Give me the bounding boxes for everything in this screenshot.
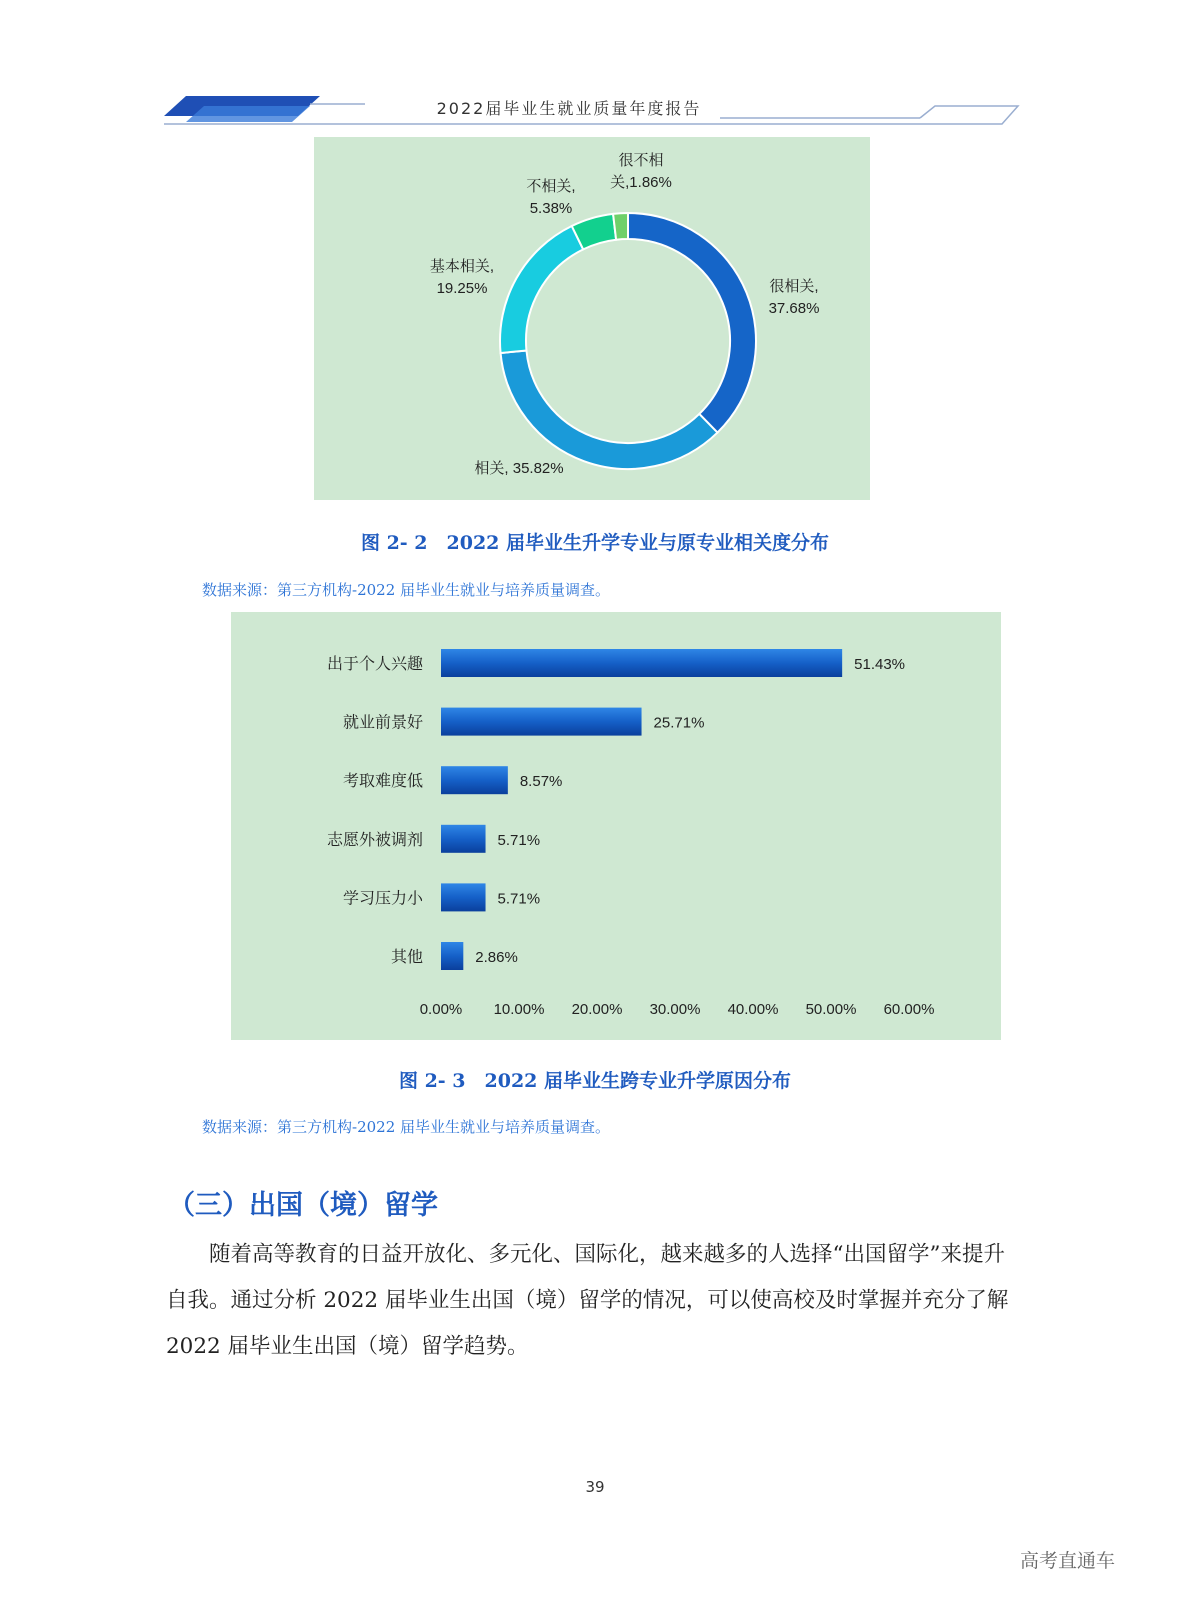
figure2-caption: 图 2- 3 2022 届毕业生跨专业升学原因分布 [398,1070,792,1092]
bar-category-label-2: 考取难度低 [342,773,423,791]
bar-5 [441,942,463,970]
bar-chart-panel [231,612,1001,1040]
bar-value-label-5: 2.86% [475,949,518,966]
bar-value-label-1: 25.71% [653,714,705,732]
donut-label-0: 很相关, 37.68% [768,278,820,317]
section-heading: （三）出国（境）留学 [168,1190,438,1221]
donut-slice-1 [501,351,718,469]
donut-chart-panel [314,137,870,500]
donut-label-1: 相关, 35.82% [474,460,564,477]
page-number: 39 [585,1478,605,1496]
figure1-source: 数据来源：第三方机构-2022 届毕业生就业与培养质量调查。 [202,581,611,599]
bar-value-label-0: 51.43% [854,656,906,673]
bar-2 [441,766,508,794]
bar-category-label-5: 其他 [390,949,423,966]
bar-1 [441,708,642,736]
donut-label-3: 不相关, 5.38% [526,178,576,217]
x-tick-label-3: 30.00% [649,1001,701,1018]
bar-3 [441,825,486,853]
bar-category-label-4: 学习压力小 [342,890,423,908]
donut-chart [314,137,870,500]
bar-value-label-4: 5.71% [497,890,541,908]
donut-slice-4 [613,213,628,240]
header-title: 2022届毕业生就业质量年度报告 [436,99,702,118]
bar-category-label-1: 就业前景好 [342,714,423,732]
x-tick-label-1: 10.00% [493,1001,545,1018]
bar-0 [441,649,842,677]
section-paragraph: 随着高等教育的日益开放化、多元化、国际化，越来越多的人选择“出国留学”来提升自我。通过分析 2022 届毕业生出国（境）留学的情况，可以使高校及时掌握并充分了解 2022 届毕业生出国（境）留学趋势。 [166,1242,1009,1359]
bar-4 [441,883,486,911]
x-tick-label-0: 0.00% [419,1001,463,1018]
x-tick-label-2: 20.00% [571,1001,623,1018]
bar-category-label-0: 出于个人兴趣 [326,656,423,673]
x-tick-label-5: 50.00% [805,1001,857,1018]
figure1-caption: 图 2- 2 2022 届毕业生升学专业与原专业相关度分布 [360,532,830,554]
donut-label-4: 很不相关,1.86% [610,152,672,191]
x-tick-label-6: 60.00% [883,1001,935,1018]
bar-value-label-2: 8.57% [519,773,563,791]
donut-slice-2 [500,226,583,353]
watermark: 高考直通车 [1020,1550,1116,1572]
bar-value-label-3: 5.71% [497,831,541,849]
donut-label-2: 基本相关, 19.25% [429,258,495,297]
figure2-source: 数据来源：第三方机构-2022 届毕业生就业与培养质量调查。 [202,1118,611,1136]
bar-chart [231,612,1001,1040]
x-tick-label-4: 40.00% [727,1001,779,1018]
bar-category-label-3: 志愿外被调剂 [326,831,423,849]
donut-slice-0 [628,213,756,433]
